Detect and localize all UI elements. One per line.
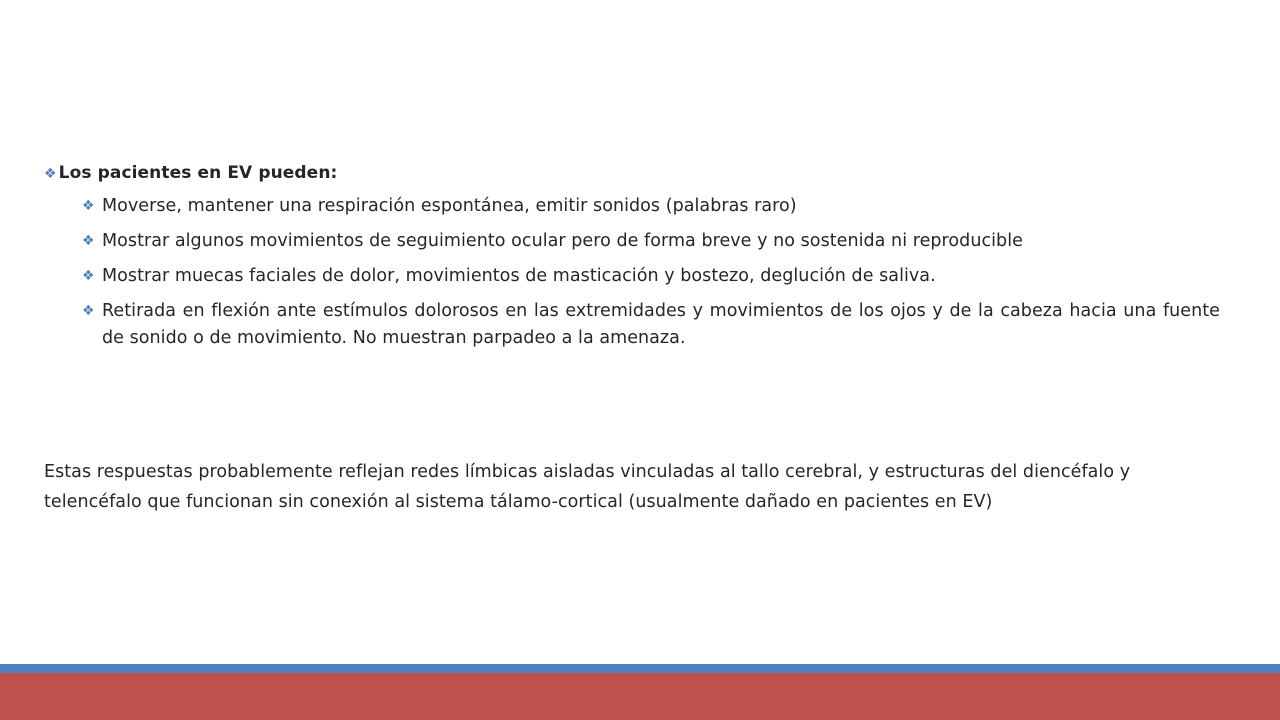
diamond-bullet-icon: ❖ [82,233,95,249]
footer-stripe-red [0,673,1280,720]
sub-bullet-list [44,193,1234,352]
list-item-text: Retirada en flexión ante estímulos dolorosos en las extremidades y movimientos de los ojos y de la cabeza hacia una fuente de sonido o de movimiento. No muestran parpadeo a la amenaza. [102,301,1220,348]
diamond-bullet-icon: ❖ [82,268,95,284]
slide-content [44,163,1234,360]
list-item [44,263,1234,290]
list-item [44,228,1234,255]
bullet-heading [44,163,1234,193]
footer-stripe-blue [0,664,1280,673]
heading-text: Los pacientes en EV pueden: [58,163,338,183]
list-item [44,193,1234,220]
conclusion-paragraph: Estas respuestas probablemente reflejan redes límbicas aisladas vinculadas al tallo cerebral, y estructuras del diencéfalo y telencéfalo que funcionan sin conexión al sistema tálamo-cortical (usualmente dañado en pacientes en EV) [44,462,1131,512]
list-item-text: Mostrar algunos movimientos de seguimiento ocular pero de forma breve y no sostenida ni reproducible [102,231,1023,251]
diamond-bullet-icon: ❖ [82,198,95,214]
list-item-text: Mostrar muecas faciales de dolor, movimientos de masticación y bostezo, deglución de saliva. [102,266,936,286]
diamond-bullet-icon: ❖ [82,303,95,319]
list-item-text: Moverse, mantener una respiración espontánea, emitir sonidos (palabras raro) [102,196,797,216]
list-item [44,298,1234,352]
diamond-bullet-icon: ❖ [44,166,57,182]
